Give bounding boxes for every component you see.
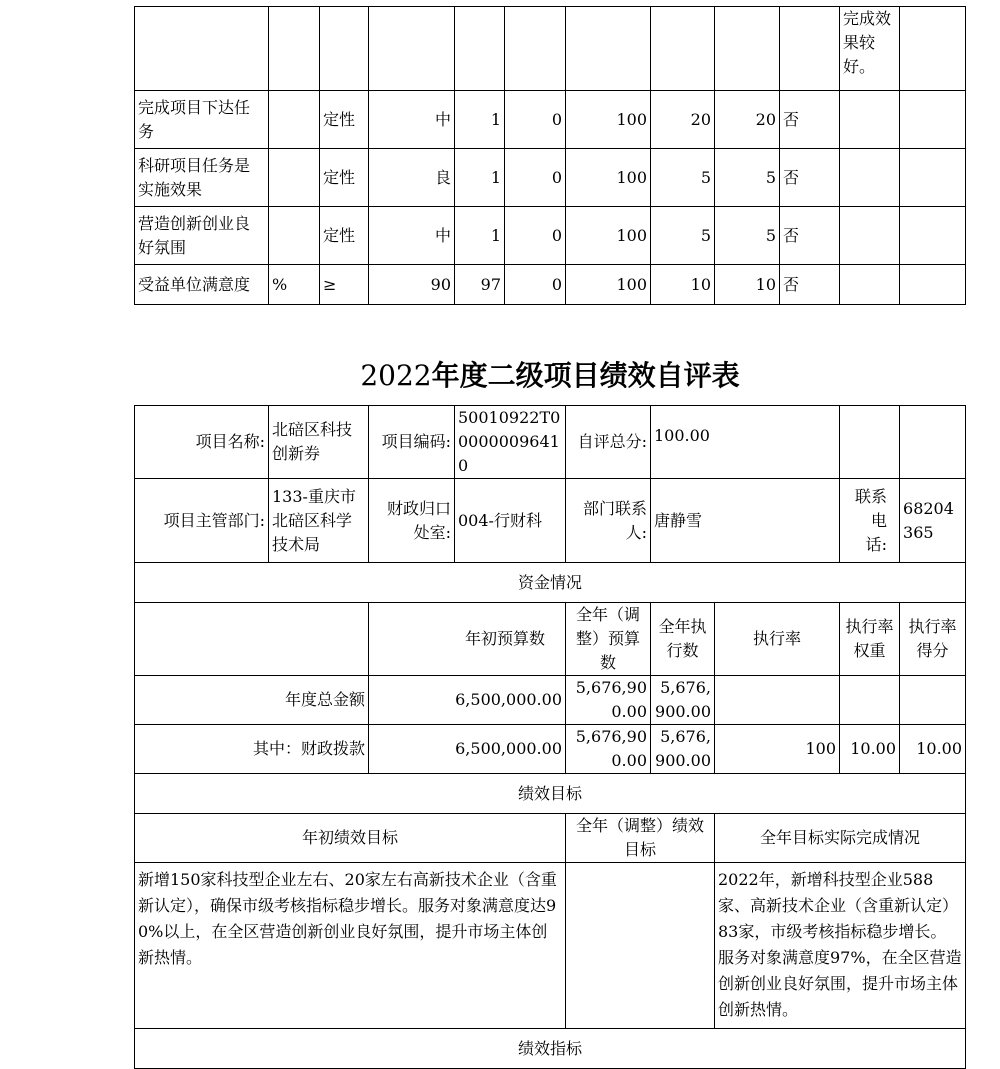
fund-section-header: 资金情况 — [135, 563, 966, 603]
indicator-unit — [269, 149, 320, 207]
table-row — [135, 149, 966, 207]
indicator-unit: % — [269, 265, 320, 305]
page-title — [0, 354, 1000, 398]
finance-label: 财政归口处室: — [369, 479, 455, 563]
adjusted-budget: 5,676,900.00 — [566, 676, 651, 725]
contact-label: 部门联系人: — [566, 479, 651, 563]
goal-section-header: 绩效目标 — [135, 774, 966, 814]
indicator-table-continued — [134, 6, 966, 305]
table-row — [135, 207, 966, 265]
table-row — [135, 725, 966, 774]
goal-adjusted-text — [566, 863, 715, 1029]
project-name-label: 项目名称: — [135, 406, 269, 479]
table-row — [135, 774, 966, 814]
fund-row-label: 其中：财政拨款 — [135, 725, 369, 774]
self-score: 100.00 — [651, 406, 840, 479]
adjusted-budget-header: 全年（调整）预算数 — [566, 603, 651, 676]
indicator-value: 0 — [505, 91, 566, 149]
table-row — [135, 7, 966, 91]
table-row — [135, 91, 966, 149]
indicator-score: 5 — [715, 149, 780, 207]
indicator-value: 0 — [505, 265, 566, 305]
goal-adjusted-header: 全年（调整）绩效目标 — [566, 814, 715, 863]
project-name: 北碚区科技创新券 — [269, 406, 369, 479]
indicator-weight: 10 — [651, 265, 715, 305]
indicator-value: 100 — [566, 265, 651, 305]
rate-score: 10.00 — [900, 725, 966, 774]
contact: 唐静雪 — [651, 479, 840, 563]
initial-budget-header: 年初预算数 — [369, 603, 566, 676]
goal-actual-text: 2022年，新增科技型企业588家、高新技术企业（含重新认定）83家，市级考核指标稳步增长。服务对象满意度97%，在全区营造创新创业良好氛围，提升市场主体创新热情。 — [715, 863, 966, 1029]
rate-header: 执行率 — [715, 603, 840, 676]
table-row — [135, 603, 966, 676]
indicator-name: 受益单位满意度 — [135, 265, 269, 305]
indicator-operator: 定性 — [320, 149, 369, 207]
title-text: 年度二级项目绩效自评表 — [431, 359, 740, 392]
table-row — [135, 814, 966, 863]
evaluation-form-table — [134, 405, 966, 1069]
indicator-actual: 1 — [455, 149, 505, 207]
adjusted-budget: 5,676,900.00 — [566, 725, 651, 774]
indicator-score: 5 — [715, 207, 780, 265]
dept: 133-重庆市北碚区科学技术局 — [269, 479, 369, 563]
indicator-flag: 否 — [780, 91, 840, 149]
table-row — [135, 863, 966, 1029]
indicator-weight: 5 — [651, 149, 715, 207]
indicator-unit — [269, 91, 320, 149]
fund-row-label: 年度总金额 — [135, 676, 369, 725]
indicator-target: 良 — [369, 149, 455, 207]
indicator-value: 100 — [566, 207, 651, 265]
initial-budget: 6,500,000.00 — [369, 725, 566, 774]
rate-weight-header: 执行率权重 — [840, 603, 900, 676]
goal-initial-text: 新增150家科技型企业左右、20家左右高新技术企业（含重新认定），确保市级考核指标稳步增长。服务对象满意度达90%以上，在全区营造创新创业良好氛围，提升市场主体创新热情。 — [135, 863, 566, 1029]
phone: 68204365 — [900, 479, 966, 563]
indicator-value: 0 — [505, 149, 566, 207]
indicator-target: 90 — [369, 265, 455, 305]
indicator-flag: 否 — [780, 207, 840, 265]
indicator-score: 20 — [715, 91, 780, 149]
table-row — [135, 1029, 966, 1069]
rate-weight: 10.00 — [840, 725, 900, 774]
table-row — [135, 563, 966, 603]
indicator-section-header: 绩效指标 — [135, 1029, 966, 1069]
indicator-actual: 1 — [455, 207, 505, 265]
indicator-operator: ≥ — [320, 265, 369, 305]
project-code: 50010922T000000096410 — [455, 406, 566, 479]
indicator-weight: 5 — [651, 207, 715, 265]
phone-label: 联系电话: — [840, 479, 900, 563]
goal-actual-header: 全年目标实际完成情况 — [715, 814, 966, 863]
indicator-flag: 否 — [780, 149, 840, 207]
execution-rate — [715, 676, 840, 725]
table-row — [135, 479, 966, 563]
rate-score — [900, 676, 966, 725]
project-code-label: 项目编码: — [369, 406, 455, 479]
indicator-weight: 20 — [651, 91, 715, 149]
rate-score-header: 执行率得分 — [900, 603, 966, 676]
table-row — [135, 265, 966, 305]
indicator-actual: 97 — [455, 265, 505, 305]
finance: 004-行财科 — [455, 479, 566, 563]
indicator-target: 中 — [369, 91, 455, 149]
rate-weight — [840, 676, 900, 725]
executed-amount: 5,676,900.00 — [651, 676, 715, 725]
completion-note: 完成效果较好。 — [840, 7, 900, 91]
indicator-unit — [269, 207, 320, 265]
table-row — [135, 676, 966, 725]
indicator-operator: 定性 — [320, 207, 369, 265]
indicator-name: 营造创新创业良好氛围 — [135, 207, 269, 265]
indicator-operator: 定性 — [320, 91, 369, 149]
dept-label: 项目主管部门: — [135, 479, 269, 563]
initial-budget: 6,500,000.00 — [369, 676, 566, 725]
execution-rate: 100 — [715, 725, 840, 774]
title-year: 2022 — [360, 359, 432, 392]
executed-header: 全年执行数 — [651, 603, 715, 676]
indicator-name: 完成项目下达任务 — [135, 91, 269, 149]
indicator-value: 100 — [566, 91, 651, 149]
executed-amount: 5,676,900.00 — [651, 725, 715, 774]
goal-initial-header: 年初绩效目标 — [135, 814, 566, 863]
indicator-value: 0 — [505, 207, 566, 265]
indicator-score: 10 — [715, 265, 780, 305]
indicator-name: 科研项目任务是实施效果 — [135, 149, 269, 207]
table-row — [135, 406, 966, 479]
self-score-label: 自评总分: — [566, 406, 651, 479]
indicator-flag: 否 — [780, 265, 840, 305]
indicator-actual: 1 — [455, 91, 505, 149]
indicator-target: 中 — [369, 207, 455, 265]
indicator-value: 100 — [566, 149, 651, 207]
